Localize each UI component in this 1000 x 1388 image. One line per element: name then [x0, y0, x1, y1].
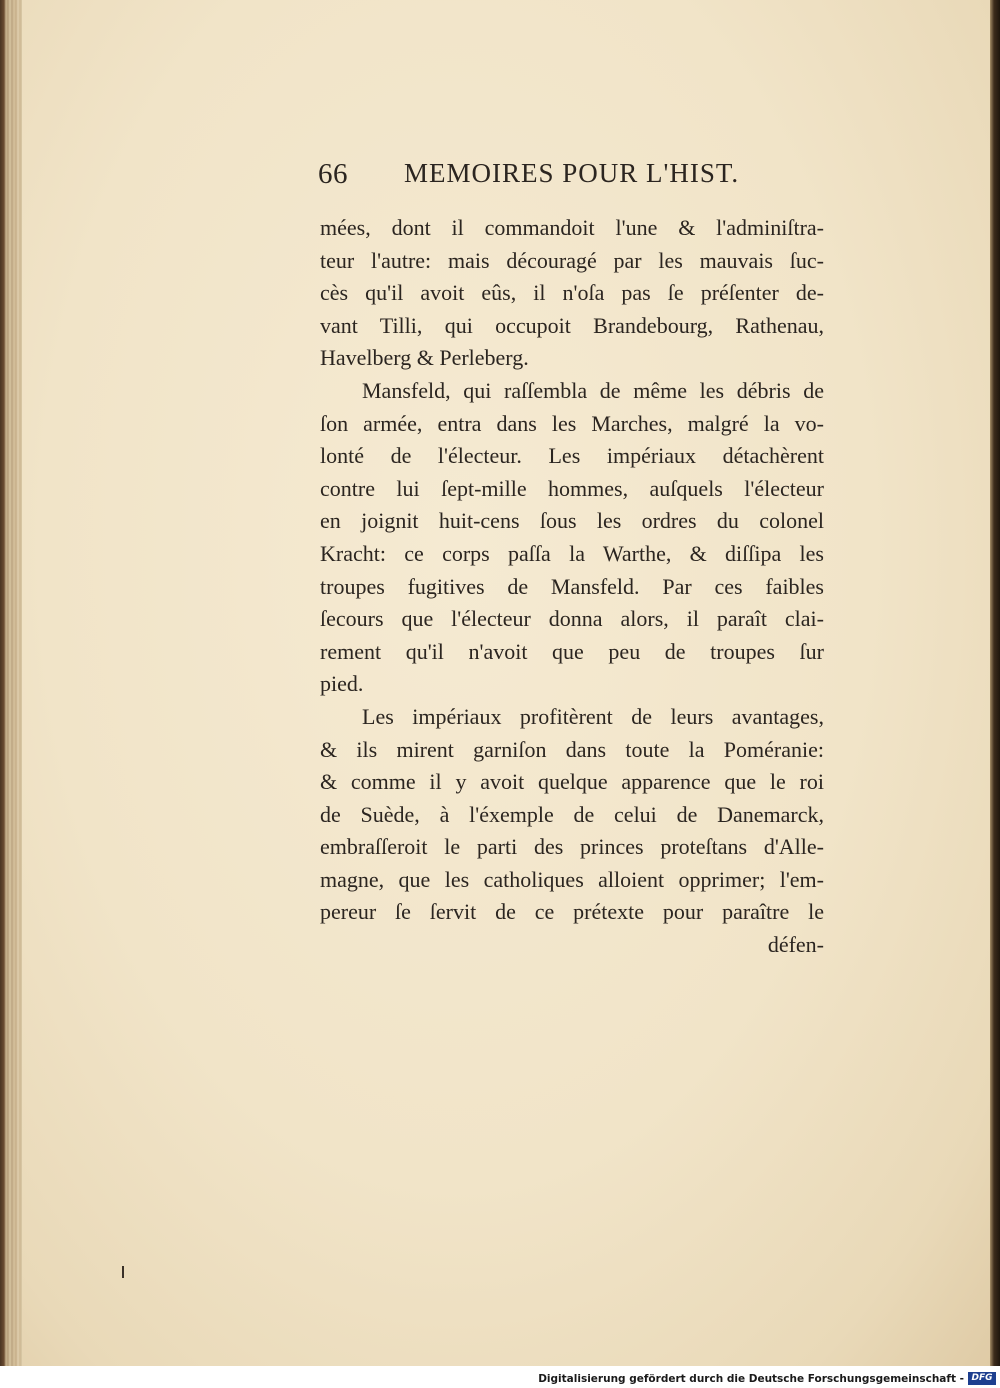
dfg-logo-icon: DFG [968, 1372, 996, 1385]
text-line: magne, que les catholiques alloient opprimer; l'em- [320, 866, 824, 892]
text-line: ſecours que l'électeur donna alors, il paraît clai- [320, 606, 824, 632]
text-line: Les impériaux profitèrent de leurs avantages, [362, 703, 824, 729]
text-line: ſon armée, entra dans les Marches, malgré la vo- [320, 410, 824, 436]
catchword: défen- [767, 932, 824, 958]
text-line: lonté de l'électeur. Les impériaux détachèrent [320, 443, 824, 469]
text-line: vant Tilli, qui occupoit Brandebourg, Rathenau, [320, 312, 824, 338]
text-line: & comme il y avoit quelque apparence que le roi [320, 769, 824, 795]
text-line: Mansfeld, qui raſſembla de même les débris de [362, 377, 824, 403]
text-line: de Suède, à l'éxemple de celui de Danemarck, [320, 801, 824, 827]
running-head [318, 158, 818, 198]
text-line: pereur ſe ſervit de ce prétexte pour paraître le [320, 899, 824, 925]
text-line: cès qu'il avoit eûs, il n'oſa pas ſe préſenter de- [320, 280, 824, 306]
text-line: Kracht: ce corps paſſa la Warthe, & diſſipa les [320, 540, 824, 566]
book-page-edges [0, 0, 22, 1368]
text-line: embraſſeroit le parti des princes proteſtans d'Alle- [320, 834, 824, 860]
text-line: pied. [320, 671, 364, 697]
text-line: Havelberg & Perleberg. [320, 345, 529, 371]
page-number: 66 [318, 158, 348, 190]
running-title: MEMOIRES POUR L'HIST. [404, 158, 740, 188]
text-line: teur l'autre: mais découragé par les mauvais ſuc- [320, 247, 824, 273]
text-line: mées, dont il commandoit l'une & l'adminiſtra- [320, 215, 824, 240]
body-text [320, 212, 824, 962]
text-line: en joignit huit-cens ſous les ordres du colonel [320, 508, 824, 534]
text-line: troupes fugitives de Mansfeld. Par ces faibles [320, 573, 824, 599]
margin-mark [122, 1266, 124, 1278]
text-line: rement qu'il n'avoit que peu de troupes ſur [320, 638, 824, 664]
digitization-credit: Digitalisierung gefördert durch die Deutsche Forschungsgemeinschaft - [538, 1373, 964, 1385]
scanner-right-edge [990, 0, 1000, 1366]
text-line: contre lui ſept-mille hommes, auſquels l'électeur [320, 475, 824, 501]
text-line: & ils mirent garniſon dans toute la Poméranie: [320, 736, 824, 762]
footer-strip [0, 1366, 1000, 1388]
